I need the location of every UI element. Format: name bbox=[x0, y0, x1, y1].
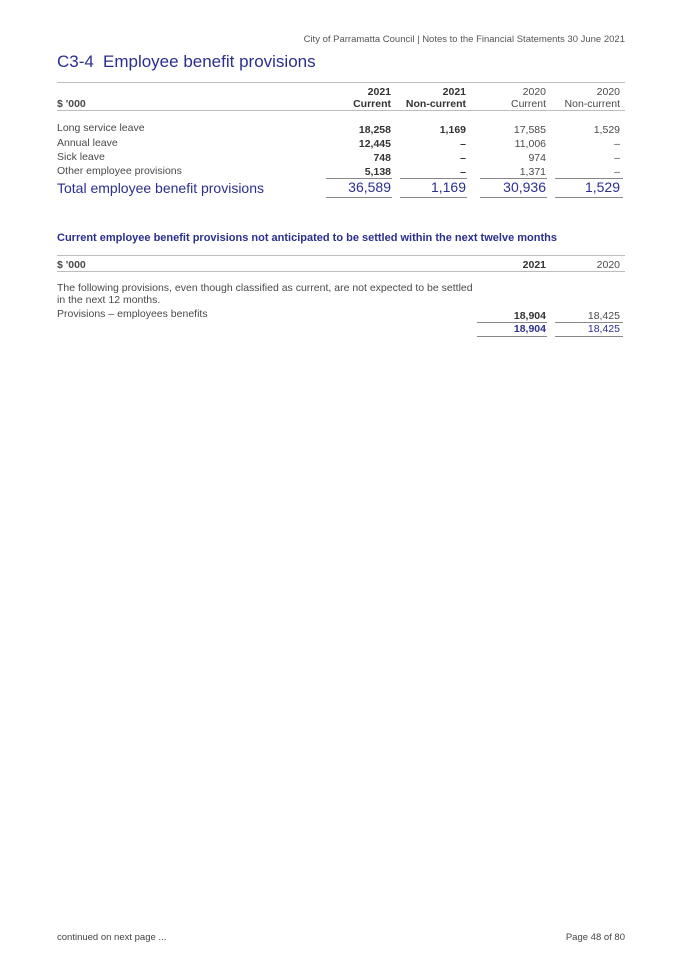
cell: – bbox=[614, 152, 620, 164]
cell: – bbox=[460, 166, 466, 178]
section-title-text: Employee benefit provisions bbox=[103, 52, 316, 71]
total-cell: 1,529 bbox=[584, 179, 620, 195]
t1-col1-year: 2021 bbox=[367, 86, 391, 98]
t2-total-cell: 18,425 bbox=[587, 323, 620, 335]
row-label: Other employee provisions bbox=[57, 165, 182, 177]
t2-total-cell: 18,904 bbox=[513, 323, 546, 335]
cell: 17,585 bbox=[513, 124, 546, 136]
t1-col3-type: Current bbox=[510, 98, 546, 110]
t2-unit-label: $ '000 bbox=[57, 259, 86, 271]
t1-col3-year: 2020 bbox=[522, 86, 546, 98]
t2-col2-year: 2020 bbox=[596, 259, 620, 271]
row-label: Provisions – employees benefits bbox=[57, 308, 208, 320]
cell: 18,904 bbox=[513, 310, 546, 322]
cell: 18,258 bbox=[358, 124, 391, 136]
total-rule bbox=[555, 197, 623, 198]
page-number: Page 48 of 80 bbox=[565, 932, 625, 943]
total-rule bbox=[400, 197, 467, 198]
t1-unit-label: $ '000 bbox=[57, 98, 86, 110]
table2-title: Current employee benefit provisions not anticipated to be settled within the next twelve months bbox=[57, 232, 557, 244]
total-cell: 1,169 bbox=[430, 179, 466, 195]
table2-top-rule bbox=[57, 255, 625, 256]
total-label: Total employee benefit provisions bbox=[57, 180, 265, 196]
t1-col4-type: Non-current bbox=[564, 98, 620, 110]
cell: 1,529 bbox=[593, 124, 620, 136]
total-rule bbox=[326, 197, 392, 198]
row-label: Sick leave bbox=[57, 151, 105, 163]
cell: 12,445 bbox=[358, 138, 391, 150]
cell: – bbox=[614, 166, 620, 178]
total-rule bbox=[477, 336, 547, 337]
cell: – bbox=[460, 138, 466, 150]
cell: 1,169 bbox=[439, 124, 466, 136]
cell: – bbox=[460, 152, 466, 164]
cell: 18,425 bbox=[587, 310, 620, 322]
total-rule bbox=[480, 197, 547, 198]
table1-top-rule bbox=[57, 82, 625, 83]
continued-note: continued on next page ... bbox=[57, 932, 167, 943]
t1-col2-type: Non-current bbox=[405, 98, 466, 110]
total-cell: 30,936 bbox=[503, 179, 546, 195]
t2-col1-year: 2021 bbox=[522, 259, 546, 271]
row-label: Long service leave bbox=[57, 122, 145, 134]
table2-header-rule bbox=[57, 271, 625, 272]
table1-header-rule bbox=[57, 110, 625, 111]
cell: 974 bbox=[528, 152, 546, 164]
t1-col4-year: 2020 bbox=[596, 86, 620, 98]
section-title bbox=[57, 52, 316, 72]
t1-col2-year: 2021 bbox=[442, 86, 466, 98]
cell: – bbox=[614, 138, 620, 150]
cell: 1,371 bbox=[519, 166, 546, 178]
cell: 11,006 bbox=[514, 138, 546, 150]
t1-col1-type: Current bbox=[353, 98, 391, 110]
cell: 5,138 bbox=[364, 166, 391, 178]
section-number: C3-4 bbox=[57, 52, 94, 71]
cell: 748 bbox=[373, 152, 391, 164]
document-header: City of Parramatta Council | Notes to the Financial Statements 30 June 2021 bbox=[303, 34, 625, 45]
total-cell: 36,589 bbox=[348, 179, 391, 195]
total-rule bbox=[555, 336, 623, 337]
row-label: Annual leave bbox=[57, 137, 118, 149]
table2-description: The following provisions, even though classified as current, are not expected to be settled in the next 12 months. bbox=[57, 282, 473, 306]
